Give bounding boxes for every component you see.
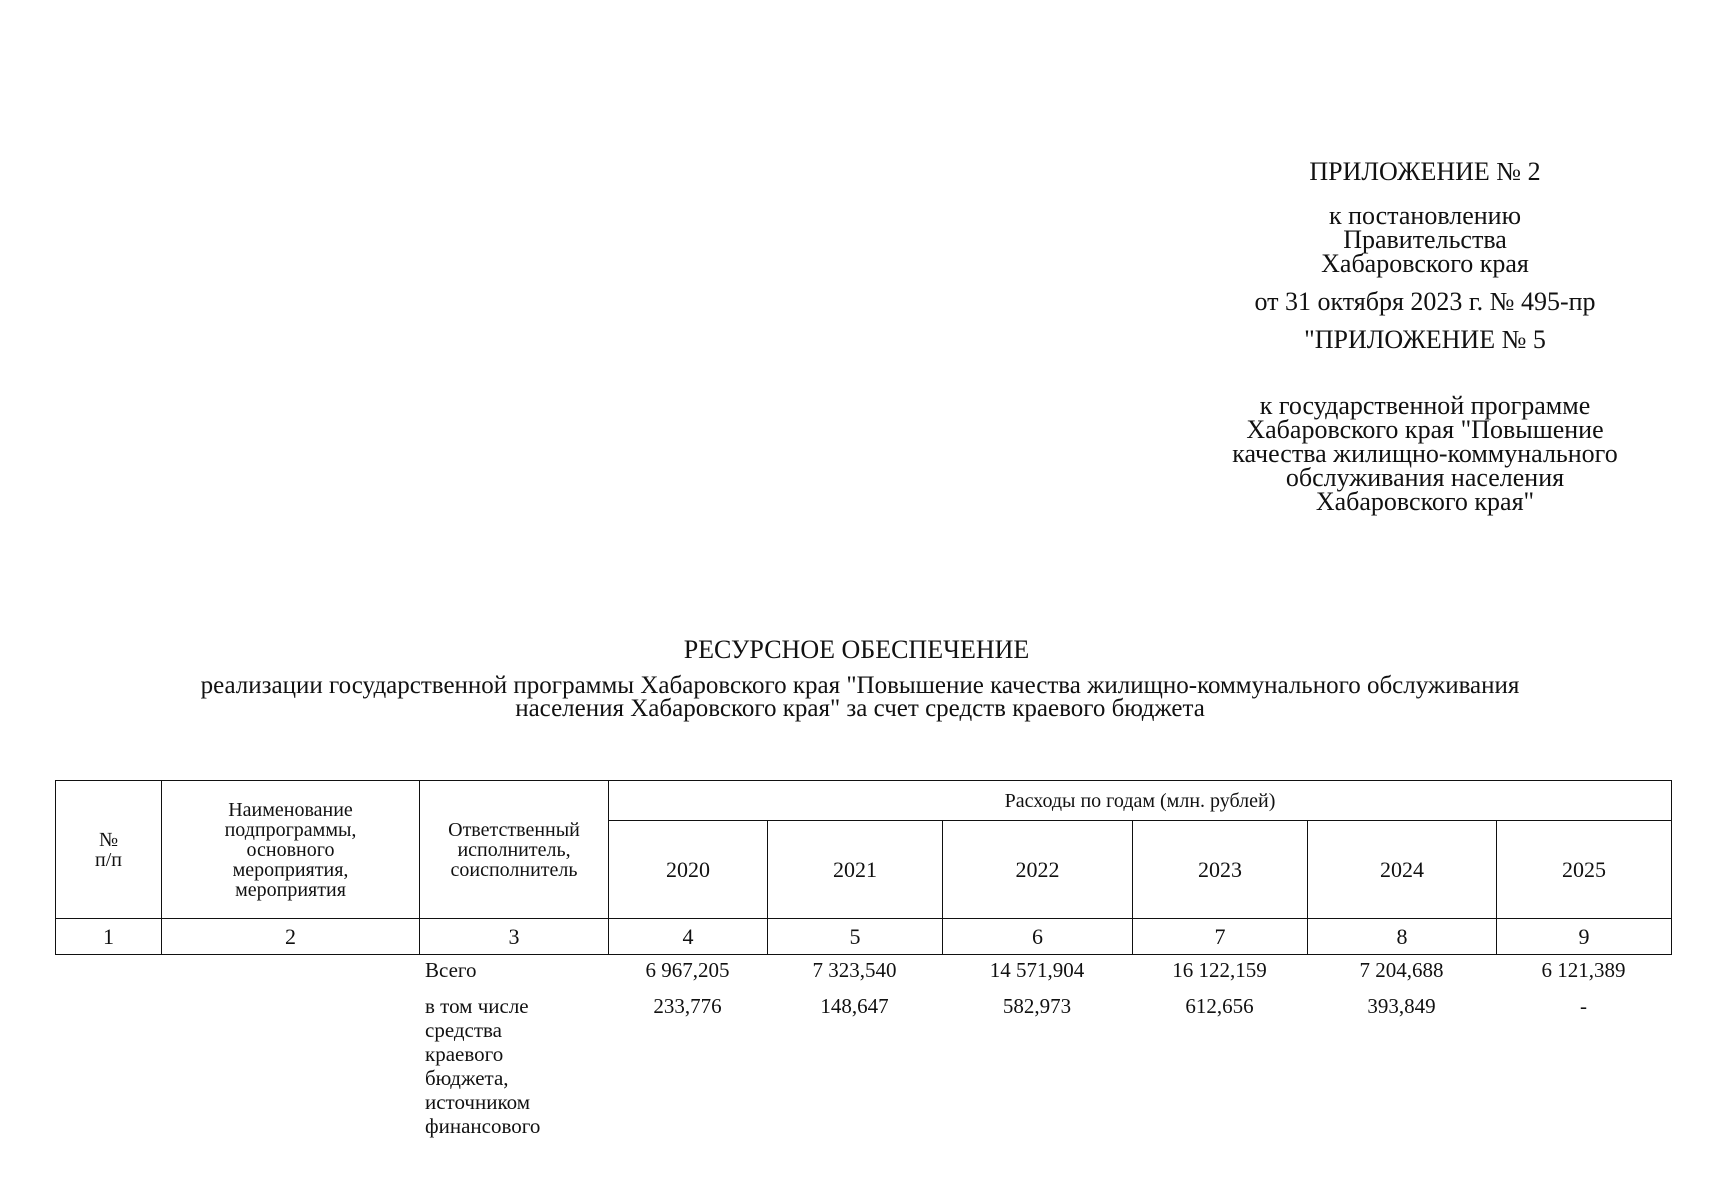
header-year-2023: 2023 [1133, 821, 1308, 919]
column-number-1: 1 [56, 919, 162, 955]
document-subtitle [95, 674, 1625, 720]
row-label: Всего [425, 958, 477, 982]
appendix-label: ПРИЛОЖЕНИЕ № 2 [1309, 157, 1541, 186]
program-line-5: Хабаровского края" [1315, 487, 1535, 516]
value-2025: 6 121,389 [1541, 958, 1626, 982]
header-expenses: Расходы по годам (млн. рублей) [609, 781, 1672, 821]
row-name-cell [161, 994, 419, 1138]
resolution-date-number: от 31 октября 2023 г. № 495-пр [1254, 287, 1596, 316]
program-line-2: Хабаровского края "Повышение [1246, 415, 1604, 444]
header-year-2022: 2022 [943, 821, 1133, 919]
value-2020: 6 967,205 [645, 958, 730, 982]
value-2021: 7 323,540 [812, 958, 897, 982]
value-2022: 14 571,904 [989, 958, 1085, 982]
row-label: в том числе средства краевого бюджета, источником финансового [425, 994, 541, 1138]
approval-stamp [1170, 157, 1680, 516]
value-2024: 7 204,688 [1359, 958, 1444, 982]
value-2025: - [1580, 994, 1587, 1018]
value-2020: 233,776 [653, 994, 722, 1018]
document-title: РЕСУРСНОЕ ОБЕСПЕЧЕНИЕ [683, 635, 1030, 664]
header-year-2024: 2024 [1308, 821, 1497, 919]
row-name-cell [161, 958, 419, 994]
header-year-2025: 2025 [1497, 821, 1672, 919]
column-number-6: 6 [943, 919, 1133, 955]
header-number: № п/п [56, 781, 162, 919]
value-2024: 393,849 [1367, 994, 1436, 1018]
column-number-8: 8 [1308, 919, 1497, 955]
program-line-4: обслуживания населения [1285, 463, 1565, 492]
value-2022: 582,973 [1002, 994, 1072, 1018]
column-number-7: 7 [1133, 919, 1308, 955]
program-line-3: качества жилищно-коммунального [1232, 439, 1618, 468]
column-number-5: 5 [768, 919, 943, 955]
resolution-line-2: Правительства [1343, 225, 1507, 254]
column-number-4: 4 [609, 919, 768, 955]
resource-table-header [55, 780, 1672, 955]
subtitle-line-2: населения Хабаровского края" за счет средств краевого бюджета [515, 695, 1205, 722]
resolution-line-3: Хабаровского края [1321, 249, 1529, 278]
header-name: Наименование подпрограммы, основного мероприятия, мероприятия [162, 781, 420, 919]
resolution-line-1: к постановлению [1328, 201, 1522, 230]
header-year-2021: 2021 [768, 821, 943, 919]
table-row [55, 958, 1671, 994]
row-number-cell [55, 958, 161, 994]
resource-table-body [55, 958, 1671, 1138]
value-2021: 148,647 [820, 994, 889, 1018]
header-year-2020: 2020 [609, 821, 768, 919]
table-row [55, 994, 1671, 1138]
value-2023: 612,656 [1185, 994, 1254, 1018]
row-number-cell [55, 994, 161, 1138]
value-2023: 16 122,159 [1172, 958, 1267, 982]
column-number-2: 2 [162, 919, 420, 955]
subtitle-line-1: реализации государственной программы Хабаровского края "Повышение качества жилищно-коммунального обслуживания [200, 672, 1520, 699]
header-executor: Ответственный исполнитель, соисполнитель [420, 781, 609, 919]
column-number-9: 9 [1497, 919, 1672, 955]
program-line-1: к государственной программе [1259, 391, 1591, 420]
appendix5-label: "ПРИЛОЖЕНИЕ № 5 [1304, 325, 1546, 354]
column-number-3: 3 [420, 919, 609, 955]
